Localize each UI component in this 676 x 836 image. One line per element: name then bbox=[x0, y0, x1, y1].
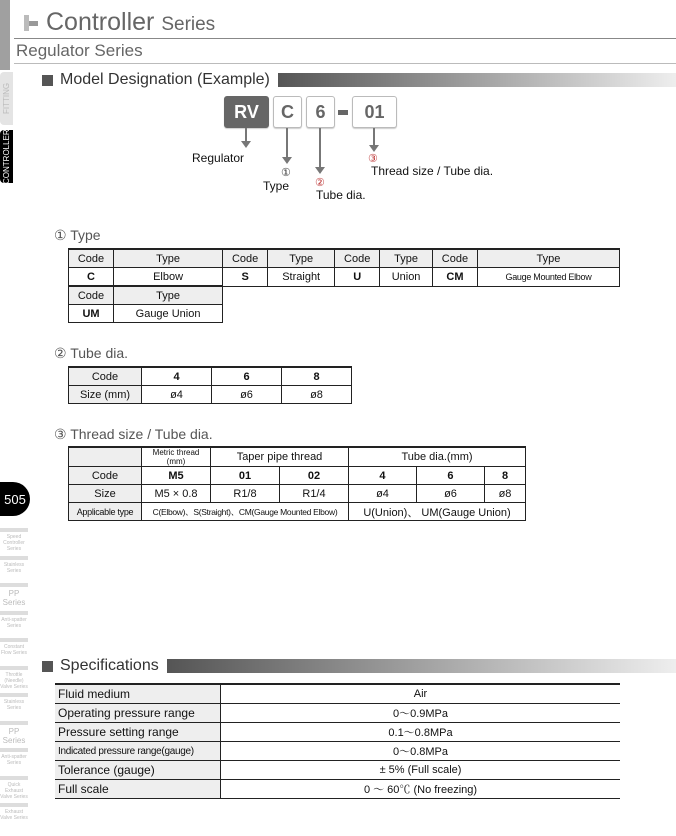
page-title bbox=[46, 8, 215, 37]
header-code: Code bbox=[335, 249, 380, 268]
type-cell: Gauge Mounted Elbow bbox=[477, 268, 619, 287]
label-thread: Thread size / Tube dia. bbox=[371, 164, 494, 178]
arrow-icon bbox=[319, 128, 321, 168]
part-tube: 6 bbox=[306, 96, 335, 128]
applicable-tube: U(Union)、 UM(Gauge Union) bbox=[349, 503, 526, 521]
spec-label: Tolerance (gauge) bbox=[55, 761, 221, 780]
header-code: Code bbox=[223, 249, 268, 268]
spec-value: Air bbox=[221, 684, 621, 704]
table-row bbox=[69, 305, 620, 323]
code-cell: U bbox=[335, 268, 380, 287]
label-n1: ① bbox=[281, 167, 291, 179]
sidebar-series-link[interactable]: Anti-spatter Series bbox=[0, 611, 28, 629]
thread-heading: ③ Thread size / Tube dia. bbox=[54, 426, 213, 442]
label-n3: ③ bbox=[368, 153, 378, 165]
sidebar-series-link[interactable]: Speed Controller Series bbox=[0, 528, 28, 552]
header-code: Code bbox=[69, 467, 142, 485]
size-cell: R1/8 bbox=[211, 485, 280, 503]
divider bbox=[14, 63, 676, 64]
header-size: Size bbox=[69, 485, 142, 503]
spec-value: 0 ～ 60℃ (No freezing) bbox=[221, 780, 621, 799]
arrow-icon bbox=[245, 128, 247, 142]
tab-label: FITTING bbox=[2, 82, 11, 115]
spec-label: Fluid medium bbox=[55, 684, 221, 704]
title-suffix: Series bbox=[161, 14, 216, 35]
spec-label: Operating pressure range bbox=[55, 704, 221, 723]
model-heading bbox=[42, 71, 676, 89]
spec-row bbox=[55, 704, 620, 723]
fitting-icon bbox=[24, 15, 38, 31]
type-cell: Elbow bbox=[114, 268, 223, 287]
spec-label: Indicated pressure range(gauge) bbox=[55, 742, 221, 761]
header-size: Size (mm) bbox=[69, 386, 142, 404]
size-cell: ø6 bbox=[212, 386, 282, 404]
tab-label: CONTROLLER bbox=[2, 129, 11, 184]
label-tube: Tube dia. bbox=[316, 188, 366, 202]
square-bullet-icon bbox=[42, 75, 53, 86]
code-cell: 6 bbox=[212, 367, 282, 386]
type-cell: Union bbox=[380, 268, 433, 287]
code-cell: 8 bbox=[282, 367, 352, 386]
header-type: Type bbox=[268, 249, 335, 268]
empty-cell bbox=[69, 447, 142, 467]
gradient-bar bbox=[278, 73, 676, 87]
label-type: Type bbox=[263, 179, 290, 193]
sidebar-series-link[interactable]: PP Series bbox=[0, 583, 28, 607]
divider bbox=[14, 38, 676, 39]
header-code: Code bbox=[69, 367, 142, 386]
code-cell: C bbox=[69, 268, 114, 287]
size-cell: R1/4 bbox=[280, 485, 349, 503]
spec-label: Pressure setting range bbox=[55, 723, 221, 742]
tab-controller[interactable] bbox=[0, 130, 13, 183]
sidebar-series-link[interactable]: Throttle (Needle) Valve Series bbox=[0, 666, 28, 690]
type-table bbox=[68, 248, 620, 323]
code-cell: UM bbox=[69, 305, 114, 323]
code-cell: 6 bbox=[416, 467, 484, 485]
part-thread: 01 bbox=[352, 96, 397, 128]
label-regulator: Regulator bbox=[192, 151, 245, 165]
header-tube: Tube dia.(mm) bbox=[349, 447, 526, 467]
specs-heading bbox=[42, 657, 676, 675]
size-cell: ø6 bbox=[416, 485, 484, 503]
arrow-icon bbox=[286, 128, 288, 158]
sidebar-series-link[interactable]: Stainless Series bbox=[0, 693, 28, 711]
spec-value: 0～0.9MPa bbox=[221, 704, 621, 723]
spec-label: Full scale bbox=[55, 780, 221, 799]
size-cell: ø4 bbox=[142, 386, 212, 404]
header-type: Type bbox=[114, 249, 223, 268]
page-number: 505 bbox=[0, 482, 30, 516]
heading-text: Model Designation (Example) bbox=[60, 71, 270, 88]
spec-value: 0.1～0.8MPa bbox=[221, 723, 621, 742]
part-dash bbox=[338, 110, 348, 115]
tube-heading: ② Tube dia. bbox=[54, 345, 129, 361]
spec-row bbox=[55, 761, 620, 780]
header-code: Code bbox=[69, 249, 114, 268]
size-cell: ø8 bbox=[282, 386, 352, 404]
header-taper: Taper pipe thread bbox=[211, 447, 349, 467]
spec-value: ± 5% (Full scale) bbox=[221, 761, 621, 780]
code-cell: 01 bbox=[211, 467, 280, 485]
label-n2: ② bbox=[315, 177, 325, 189]
spec-row bbox=[55, 742, 620, 761]
size-cell: ø4 bbox=[349, 485, 417, 503]
applicable-thread: C(Elbow)、S(Straight)、CM(Gauge Mounted Elbow) bbox=[142, 503, 349, 521]
page-subtitle: Regulator Series bbox=[16, 41, 143, 60]
code-cell: 02 bbox=[280, 467, 349, 485]
header-code: Code bbox=[432, 249, 477, 268]
type-cell: Gauge Union bbox=[114, 305, 223, 323]
header-type: Type bbox=[114, 286, 223, 305]
part-rv: RV bbox=[224, 96, 269, 128]
thread-table bbox=[68, 446, 526, 521]
spec-row bbox=[55, 723, 620, 742]
header-type: Type bbox=[380, 249, 433, 268]
sidebar-series-link[interactable]: Exhaust Valve Series bbox=[0, 803, 28, 821]
heading-text: Specifications bbox=[60, 657, 159, 674]
sidebar-series-link[interactable]: Anti-spatter Series bbox=[0, 748, 28, 766]
code-cell: 8 bbox=[485, 467, 526, 485]
gradient-bar bbox=[167, 659, 676, 673]
code-cell: S bbox=[223, 268, 268, 287]
spec-row bbox=[55, 780, 620, 799]
arrow-icon bbox=[373, 128, 375, 146]
header-code: Code bbox=[69, 286, 114, 305]
type-cell: Straight bbox=[268, 268, 335, 287]
type-heading: ① Type bbox=[54, 227, 101, 243]
table-row bbox=[69, 268, 620, 287]
spec-value: 0～0.8MPa bbox=[221, 742, 621, 761]
square-bullet-icon bbox=[42, 661, 53, 672]
specs-table bbox=[55, 683, 620, 799]
size-cell: ø8 bbox=[485, 485, 526, 503]
size-cell: M5 × 0.8 bbox=[142, 485, 211, 503]
sidebar-series-link[interactable]: PP Series bbox=[0, 721, 28, 745]
header-metric: Metric thread (mm) bbox=[142, 447, 211, 467]
tab-fitting[interactable] bbox=[0, 72, 13, 125]
sidebar-series-link[interactable]: Stainless Series bbox=[0, 556, 28, 574]
title-main: Controller bbox=[46, 8, 155, 36]
sidebar-series-link[interactable]: Quick Exhaust Valve Series bbox=[0, 776, 28, 800]
code-cell: CM bbox=[432, 268, 477, 287]
sidebar-series-link[interactable]: Constant Flow Series bbox=[0, 638, 28, 656]
header-applicable: Applicable type bbox=[69, 503, 142, 521]
part-type: C bbox=[273, 96, 302, 128]
side-bar-decor bbox=[0, 0, 10, 70]
code-cell: 4 bbox=[349, 467, 417, 485]
header-type: Type bbox=[477, 249, 619, 268]
spec-row bbox=[55, 684, 620, 704]
code-cell: 4 bbox=[142, 367, 212, 386]
tube-table bbox=[68, 366, 352, 404]
code-cell: M5 bbox=[142, 467, 211, 485]
